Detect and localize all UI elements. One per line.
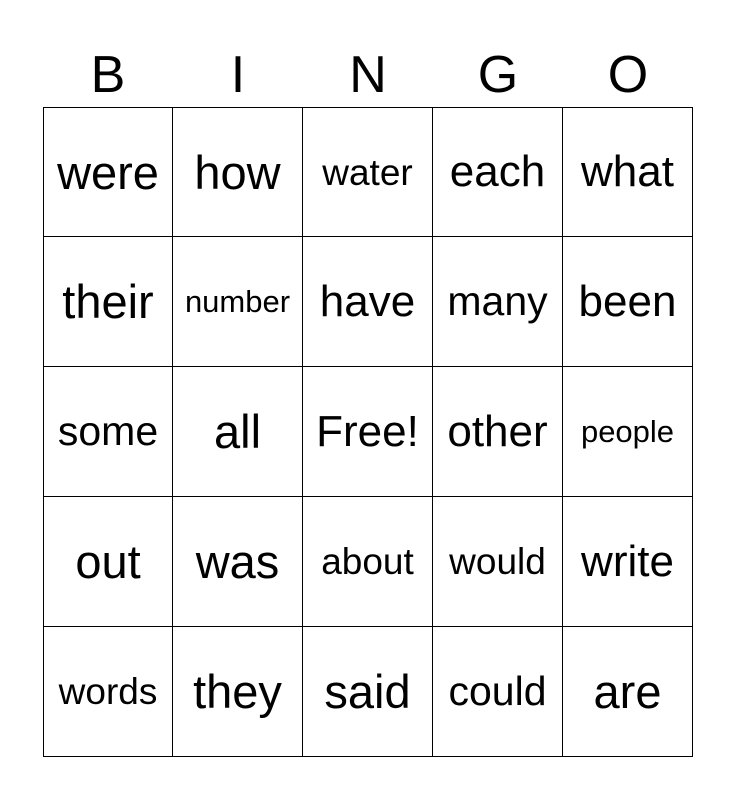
bingo-cell: write xyxy=(563,497,693,627)
bingo-cell: about xyxy=(303,497,433,627)
bingo-header xyxy=(43,42,693,108)
bingo-cell: was xyxy=(173,497,303,627)
bingo-cell: all xyxy=(173,367,303,497)
header-letter-o: O xyxy=(607,46,649,104)
bingo-cell: their xyxy=(43,237,173,367)
bingo-cell: how xyxy=(173,107,303,237)
bingo-cell: some xyxy=(43,367,173,497)
bingo-cell: would xyxy=(433,497,563,627)
bingo-cell: out xyxy=(43,497,173,627)
bingo-cell: have xyxy=(303,237,433,367)
header-letter-b: B xyxy=(90,46,126,104)
bingo-cell: are xyxy=(563,627,693,757)
bingo-cell: words xyxy=(43,627,173,757)
bingo-cell: said xyxy=(303,627,433,757)
bingo-cell: water xyxy=(303,107,433,237)
bingo-cell: could xyxy=(433,627,563,757)
bingo-cell: many xyxy=(433,237,563,367)
bingo-cell: number xyxy=(173,237,303,367)
header-letter-n: N xyxy=(349,46,387,104)
bingo-cell: other xyxy=(433,367,563,497)
free-space-cell: Free! xyxy=(303,367,433,497)
bingo-cell: people xyxy=(563,367,693,497)
bingo-cell: they xyxy=(173,627,303,757)
bingo-cell: each xyxy=(433,107,563,237)
bingo-cell: what xyxy=(563,107,693,237)
header-letter-i: I xyxy=(230,46,246,104)
bingo-cell: were xyxy=(43,107,173,237)
header-letter-g: G xyxy=(477,46,519,104)
bingo-board xyxy=(43,107,693,757)
bingo-cell: been xyxy=(563,237,693,367)
